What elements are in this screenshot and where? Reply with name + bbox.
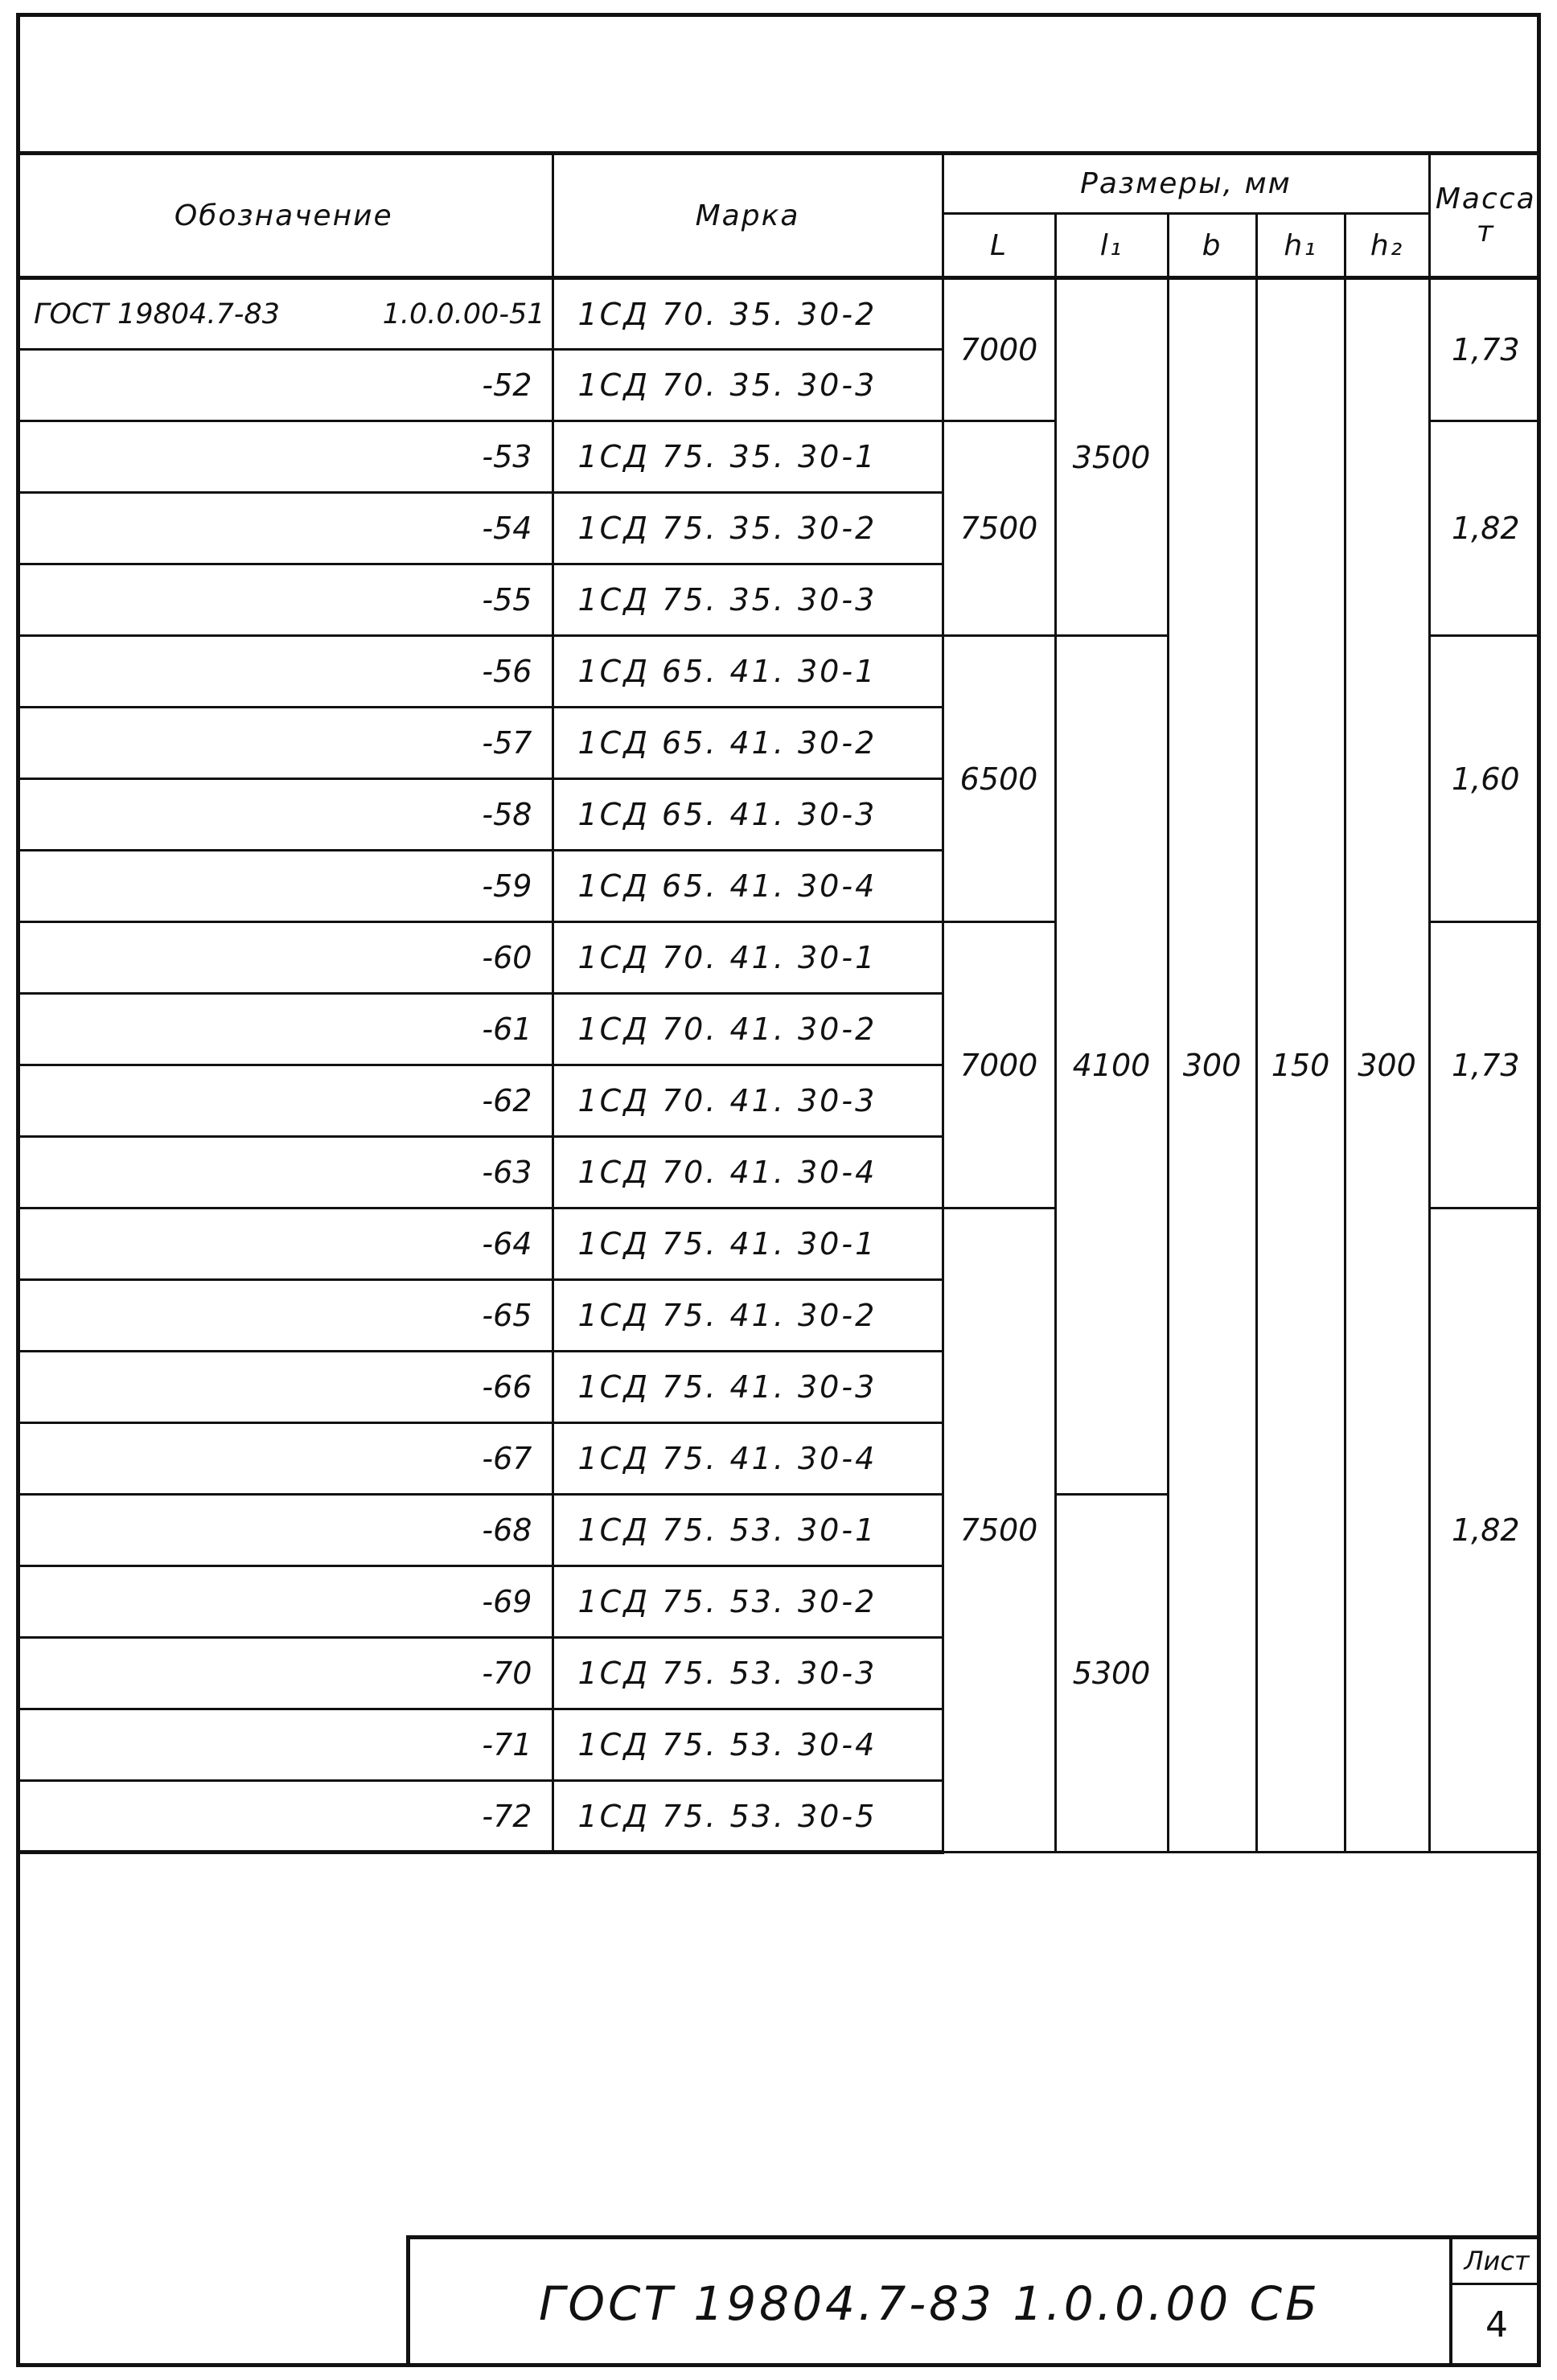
designation-cell: -69 <box>16 1566 553 1638</box>
L-cell: 7500 <box>943 1208 1055 1853</box>
sheet-box <box>1449 2239 1541 2367</box>
header-l1: l₁ <box>1055 214 1168 278</box>
mark-cell: 1СД 75. 35. 30-1 <box>553 421 943 493</box>
title-block <box>406 2235 1541 2367</box>
designation-cell: -59 <box>16 851 553 922</box>
designation-cell: -65 <box>16 1280 553 1352</box>
designation-cell: -63 <box>16 1137 553 1208</box>
header-dimensions: Размеры, мм <box>943 154 1429 214</box>
mass-cell: 1,73 <box>1429 922 1541 1208</box>
designation-code: 1.0.0.00-51 <box>382 298 545 330</box>
designation-cell: -60 <box>16 922 553 994</box>
mark-cell: 1СД 70. 41. 30-1 <box>553 922 943 994</box>
mark-cell: 1СД 70. 35. 30-3 <box>553 350 943 421</box>
h2-cell: 300 <box>1345 278 1429 1853</box>
designation-cell: -67 <box>16 1423 553 1495</box>
mark-cell: 1СД 75. 53. 30-3 <box>553 1638 943 1709</box>
mark-cell: 1СД 75. 41. 30-4 <box>553 1423 943 1495</box>
mark-cell: 1СД 75. 41. 30-3 <box>553 1352 943 1423</box>
mark-cell: 1СД 65. 41. 30-2 <box>553 708 943 779</box>
mark-cell: 1СД 70. 41. 30-3 <box>553 1065 943 1137</box>
mass-cell: 1,82 <box>1429 421 1541 636</box>
l1-cell: 4100 <box>1055 636 1168 1495</box>
mark-cell: 1СД 75. 41. 30-1 <box>553 1208 943 1280</box>
sheet-number: 4 <box>1485 2304 1508 2345</box>
mass-cell: 1,60 <box>1429 636 1541 922</box>
L-cell: 6500 <box>943 636 1055 922</box>
table-row <box>16 278 1541 350</box>
header-h1: h₁ <box>1256 214 1345 278</box>
mark-cell: 1СД 70. 35. 30-2 <box>553 278 943 350</box>
mark-cell: 1СД 65. 41. 30-4 <box>553 851 943 922</box>
designation-cell: -61 <box>16 994 553 1065</box>
mark-cell: 1СД 75. 53. 30-2 <box>553 1566 943 1638</box>
header-mass <box>1429 154 1541 278</box>
h1-cell: 150 <box>1256 278 1345 1853</box>
specification-table <box>16 151 1541 1854</box>
L-cell: 7500 <box>943 421 1055 636</box>
designation-cell: -53 <box>16 421 553 493</box>
document-code: ГОСТ 19804.7-83 1.0.0.00 СБ <box>539 2275 1321 2331</box>
mark-cell: 1СД 70. 41. 30-2 <box>553 994 943 1065</box>
header-h2: h₂ <box>1345 214 1429 278</box>
designation-cell: -57 <box>16 708 553 779</box>
sheet-label: Лист <box>1452 2239 1541 2285</box>
l1-cell: 3500 <box>1055 278 1168 636</box>
designation-cell: -66 <box>16 1352 553 1423</box>
designation-cell: -71 <box>16 1709 553 1781</box>
l1-cell: 5300 <box>1055 1495 1168 1853</box>
mark-cell: 1СД 75. 35. 30-2 <box>553 493 943 564</box>
mark-cell: 1СД 75. 53. 30-4 <box>553 1709 943 1781</box>
mass-cell: 1,73 <box>1429 278 1541 421</box>
L-cell: 7000 <box>943 278 1055 421</box>
header-b: b <box>1168 214 1256 278</box>
mark-cell: 1СД 75. 41. 30-2 <box>553 1280 943 1352</box>
designation-cell: -64 <box>16 1208 553 1280</box>
mark-cell: 1СД 65. 41. 30-3 <box>553 779 943 851</box>
header-mass-unit: т <box>1476 215 1495 248</box>
L-cell: 7000 <box>943 922 1055 1208</box>
designation-cell: -70 <box>16 1638 553 1709</box>
header-mark: Марка <box>553 154 943 278</box>
designation-cell: -54 <box>16 493 553 564</box>
mass-cell: 1,82 <box>1429 1208 1541 1853</box>
mark-cell: 1СД 75. 35. 30-3 <box>553 564 943 636</box>
mark-cell: 1СД 75. 53. 30-5 <box>553 1781 943 1853</box>
designation-cell: -68 <box>16 1495 553 1566</box>
header-mass-label: Масса <box>1435 183 1536 215</box>
designation-cell: -58 <box>16 779 553 851</box>
mark-cell: 1СД 65. 41. 30-1 <box>553 636 943 708</box>
designation-first <box>16 278 553 350</box>
designation-cell: -72 <box>16 1781 553 1853</box>
designation-prefix: ГОСТ 19804.7-83 <box>34 298 280 330</box>
b-cell: 300 <box>1168 278 1256 1853</box>
mark-cell: 1СД 70. 41. 30-4 <box>553 1137 943 1208</box>
header-L: L <box>943 214 1055 278</box>
designation-cell: -56 <box>16 636 553 708</box>
designation-cell: -62 <box>16 1065 553 1137</box>
header-designation: Обозначение <box>16 154 553 278</box>
designation-cell: -52 <box>16 350 553 421</box>
mark-cell: 1СД 75. 53. 30-1 <box>553 1495 943 1566</box>
designation-cell: -55 <box>16 564 553 636</box>
